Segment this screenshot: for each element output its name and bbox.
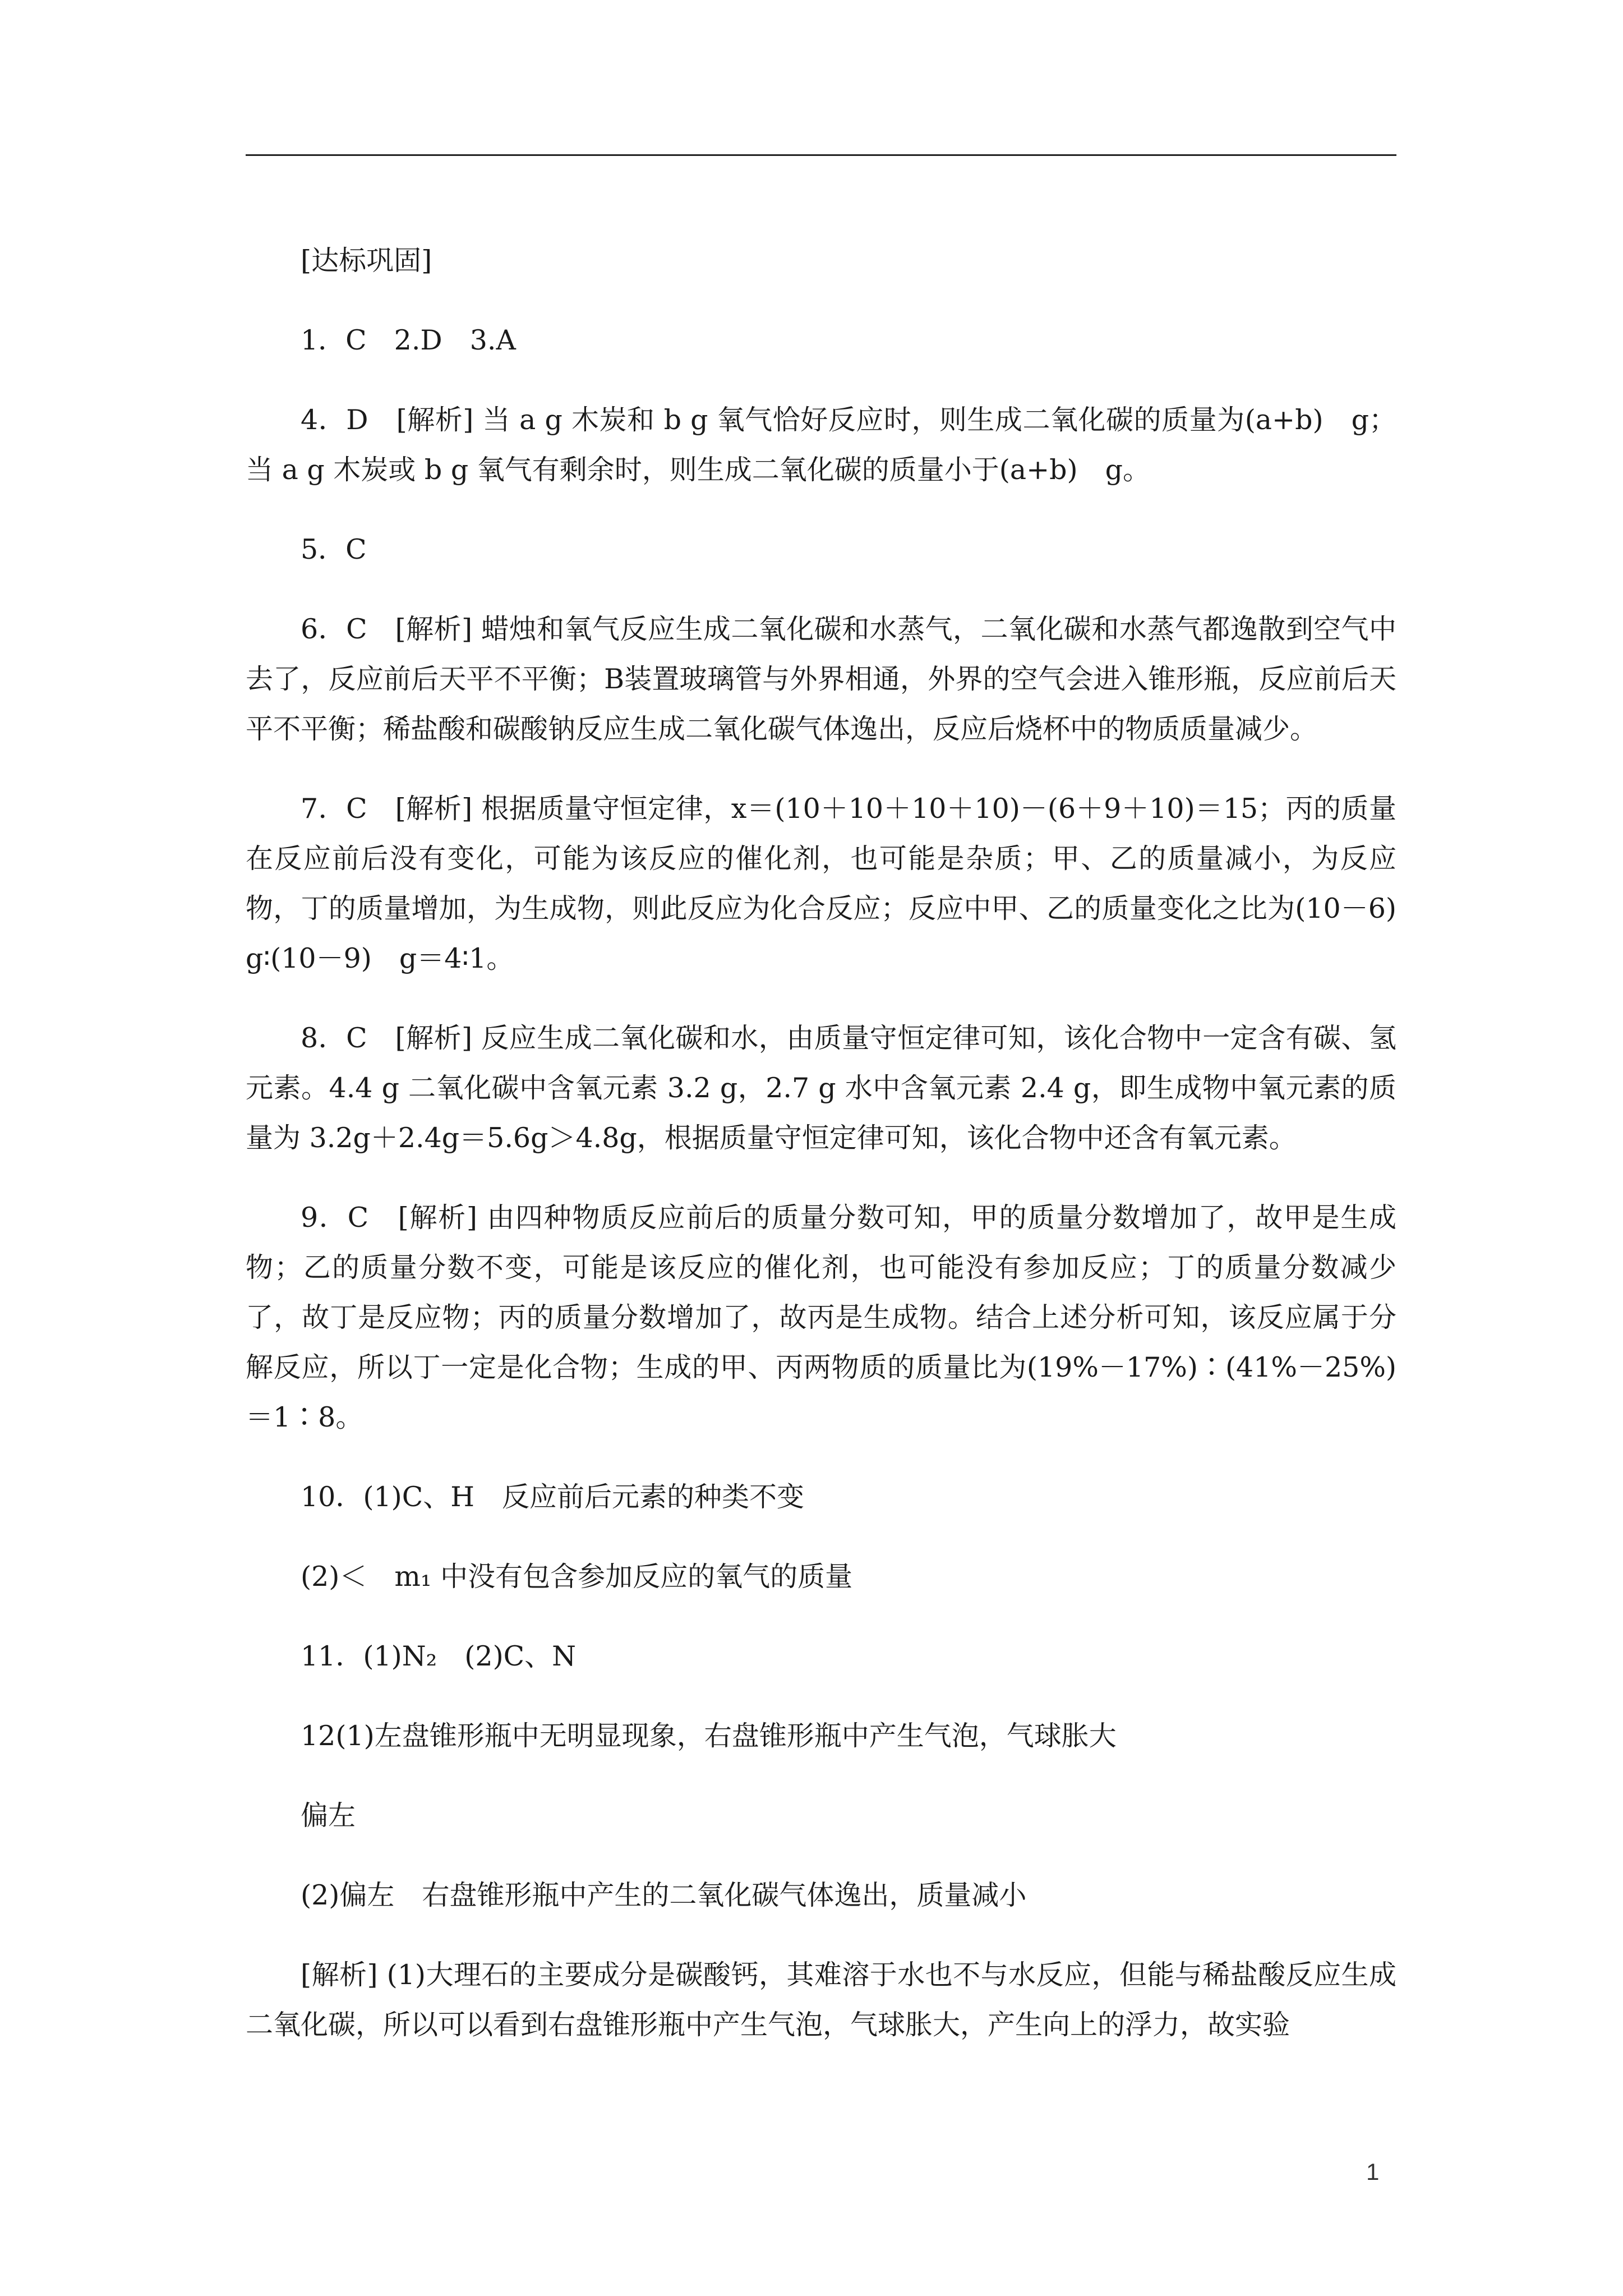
document-body: [246, 236, 1424, 2079]
header-rule: [246, 154, 1396, 156]
answer-12-result: 偏左: [301, 1800, 356, 1832]
answer-8: 8．C [解析] 反应生成二氧化碳和水，由质量守恒定律可知，该化合物中一定含有碳、氢元素。4.4 g 二氧化碳中含氧元素 3.2 g，2.7 g 水中含氧元素 2.4 g，即生成物中氧元素的质量为 3.2g＋2.4g＝5.6g＞4.8g，根据质量守恒定律可知，该化合物中还含有氧元素。: [246, 1022, 1396, 1154]
answer-12-part-1: 12(1)左盘锥形瓶中无明显现象，右盘锥形瓶中产生气泡，气球胀大: [301, 1720, 1117, 1752]
answer-4: 4．D [解析] 当 a g 木炭和 b g 氧气恰好反应时，则生成二氧化碳的质量为(a+b) g；当 a g 木炭或 b g 氧气有剩余时，则生成二氧化碳的质量小于(a+b) g。: [246, 404, 1396, 486]
answer-10-part-2: (2)＜ m₁ 中没有包含参加反应的氧气的质量: [301, 1561, 853, 1593]
answer-6: 6．C [解析] 蜡烛和氧气反应生成二氧化碳和水蒸气，二氧化碳和水蒸气都逸散到空气中去了，反应前后天平不平衡；B装置玻璃管与外界相通，外界的空气会进入锥形瓶，反应前后天平不平衡；稀盐酸和碳酸钠反应生成二氧化碳气体逸出，反应后烧杯中的物质质量减少。: [246, 613, 1396, 745]
section-heading: [达标巩固]: [301, 245, 432, 277]
answer-9: 9．C [解析] 由四种物质反应前后的质量分数可知，甲的质量分数增加了，故甲是生成物；乙的质量分数不变，可能是该反应的催化剂，也可能没有参加反应；丁的质量分数减少了，故丁是反应物；丙的质量分数增加了，故丙是生成物。结合上述分析可知，该反应属于分解反应，所以丁一定是化合物；生成的甲、丙两物质的质量比为(19%－17%)∶(41%－25%)＝1∶8。: [246, 1202, 1396, 1433]
answer-10-part-1: 10．(1)C、H 反应前后元素的种类不变: [301, 1481, 804, 1513]
answer-12-part-2: (2)偏左 右盘锥形瓶中产生的二氧化碳气体逸出，质量减小: [301, 1879, 1027, 1911]
answer-11: 11．(1)N₂ (2)C、N: [301, 1640, 577, 1672]
answer-line-1-3: 1．C 2.D 3.A: [301, 324, 516, 356]
answer-5: 5．C: [301, 533, 367, 565]
page-number: 1: [1366, 2159, 1380, 2185]
answer-7: 7．C [解析] 根据质量守恒定律，x＝(10＋10＋10＋10)－(6＋9＋10)＝15；丙的质量在反应前后没有变化，可能为该反应的催化剂，也可能是杂质；甲、乙的质量减小，为反应物，丁的质量增加，为生成物，则此反应为化合反应；反应中甲、乙的质量变化之比为(10－6) g∶(10－9) g＝4∶1。: [246, 793, 1424, 974]
answer-12-explanation: [解析] (1)大理石的主要成分是碳酸钙，其难溶于水也不与水反应，但能与稀盐酸反应生成二氧化碳，所以可以看到右盘锥形瓶中产生气泡，气球胀大，产生向上的浮力，故实验: [246, 1959, 1396, 2041]
